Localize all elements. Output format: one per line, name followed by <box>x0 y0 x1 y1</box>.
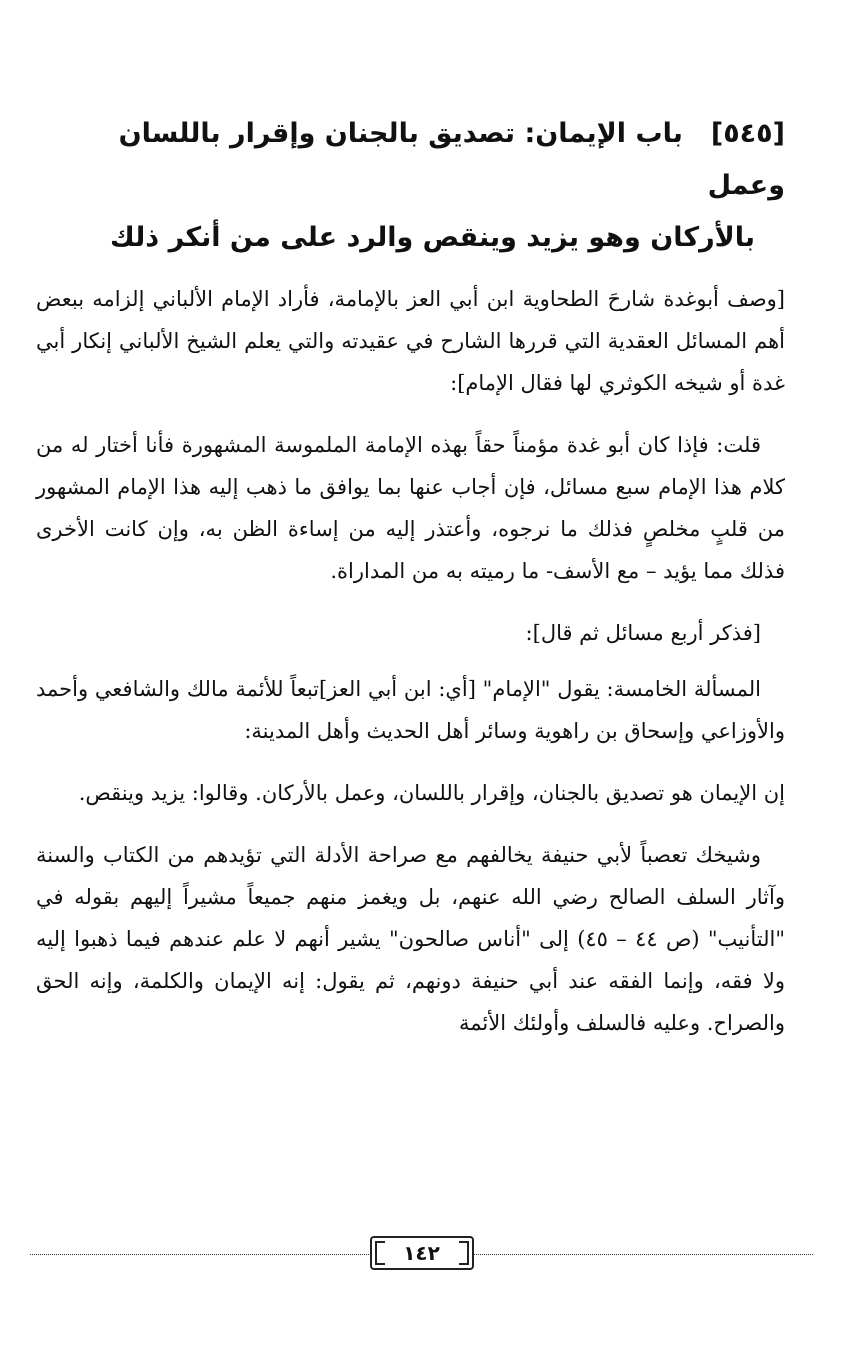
definition-paragraph: إن الإيمان هو تصديق بالجنان، وإقرار باللسان، وعمل بالأركان. وقالوا: يزيد وينقص. <box>78 781 785 805</box>
chapter-heading <box>36 108 785 264</box>
chapter-number: [٥٤٥] <box>710 118 785 149</box>
editor-note-paragraph: [فذكر أربع مسائل ثم قال]: <box>525 621 761 645</box>
body-paragraph-1: قلت: فإذا كان أبو غدة مؤمناً حقاً بهذه الإمامة الملموسة المشهورة فأنا أختار له من كلام هذا الإمام سبع مسائل، فإن أجاب عنها بما يوافق ما ذهب إليه هذا الإمام المشهور من قلبٍ مخلصٍ فذلك ما نرجوه، وأعتذر إليه من إساءة الظن به، وإن كانت الأخرى فذلك مما يؤيد – مع الأسف- ما رميته به من المداراة. <box>36 433 785 583</box>
body-paragraph-2: وشيخك تعصباً لأبي حنيفة يخالفهم مع صراحة الأدلة التي تؤيدهم من الكتاب والسنة وآثار السلف الصالح رضي الله عنهم، بل ويغمز منهم جميعاً مشيراً إليهم بقوله في "التأنيب" (ص ٤٤ – ٤٥) إلى "أناس صالحون" يشير أنهم لا علم عندهم فيما ذهبوا إليه ولا فقه، وإنما الفقه عند أبي حنيفة دونهم، ثم يقول: إنه الإيمان والكلمة، وإنه الحق والصراح. وعليه فالسلف وأولئك الأئمة <box>36 843 785 1035</box>
page-body <box>36 108 785 1044</box>
page-number: ١٤٢ <box>403 1241 440 1265</box>
chapter-title-line-1: باب الإيمان: تصديق بالجنان وإقرار باللسان وعمل <box>118 118 785 201</box>
chapter-title-line-2: بالأركان وهو يزيد وينقص والرد على من أنكر ذلك <box>110 222 755 253</box>
fifth-issue-paragraph: المسألة الخامسة: يقول "الإمام" [أي: ابن أبي العز]تبعاً للأئمة مالك والشافعي وأحمد والأوزاعي وإسحاق بن راهوية وسائر أهل الحديث وأهل المدينة: <box>36 677 785 743</box>
page-footer <box>30 1236 813 1276</box>
intro-paragraph: [وصف أبوغدة شارحَ الطحاوية ابن أبي العز بالإمامة، فأراد الإمام الألباني إلزامه ببعض أهم المسائل العقدية التي قررها الشارح في عقيدته والتي يعلم الشيخ الألباني إنكار أبي غدة أو شيخه الكوثري لها فقال الإمام]: <box>36 287 785 395</box>
page-number-frame <box>370 1236 474 1270</box>
